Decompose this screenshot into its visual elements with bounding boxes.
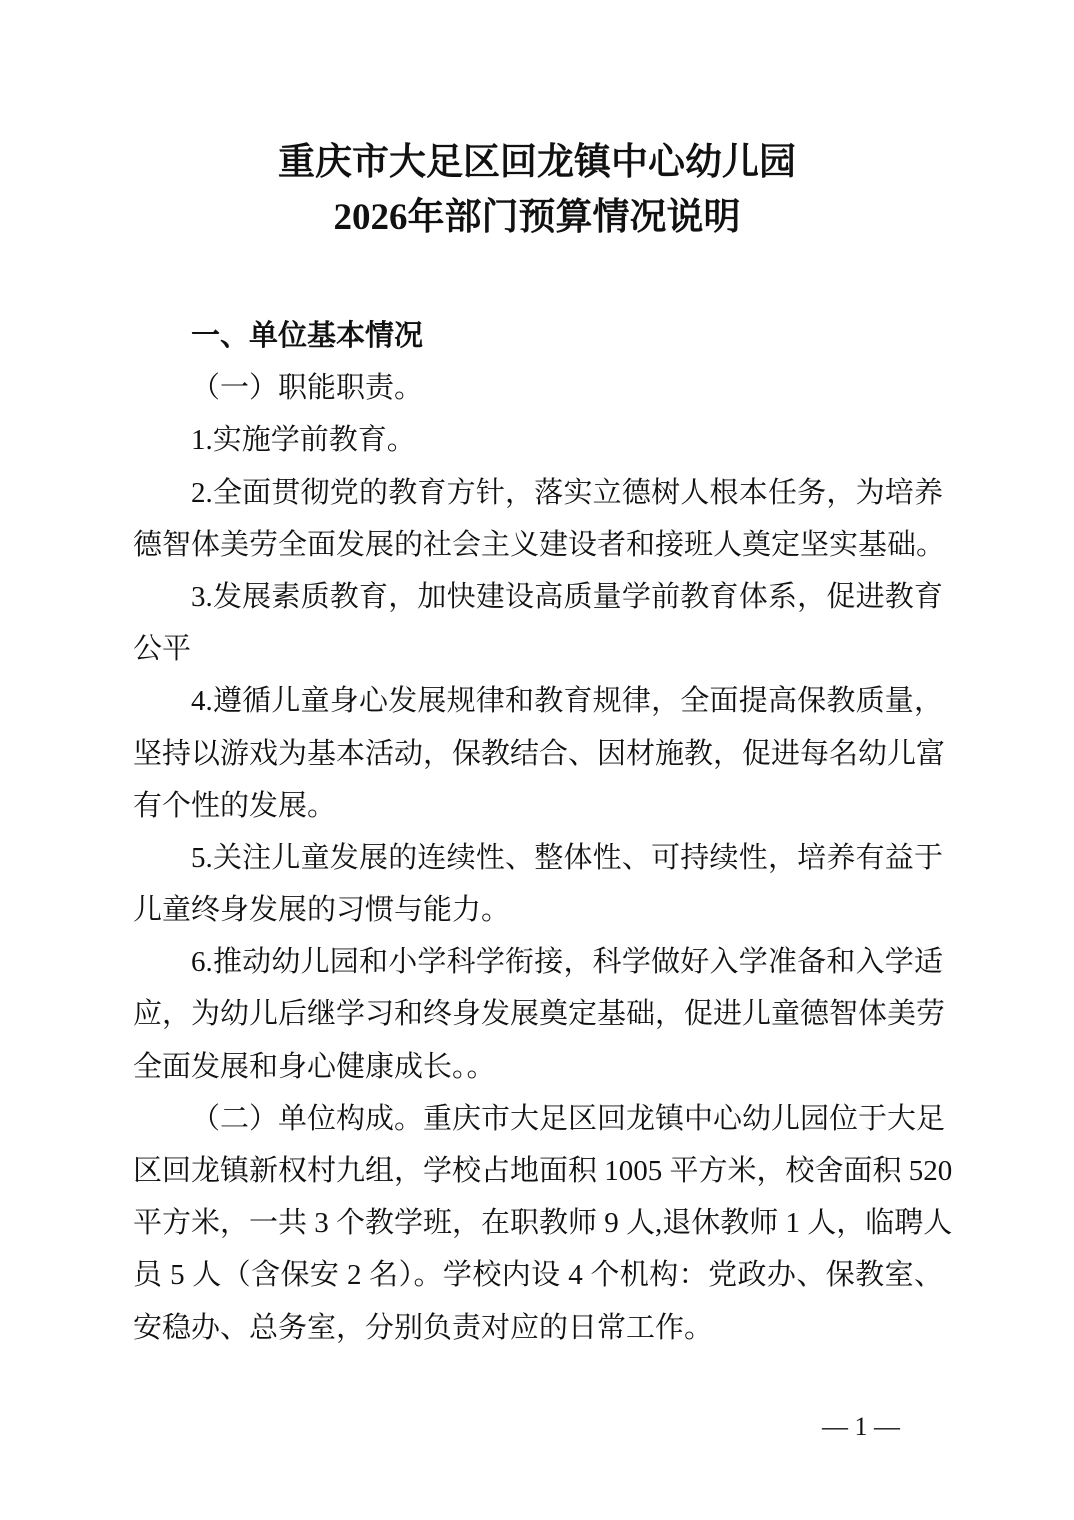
paragraph <box>133 571 943 675</box>
text-line: 坚持以游戏为基本活动，保教结合、因材施教，促进每名幼儿富 <box>133 737 946 770</box>
document-body <box>133 310 953 1354</box>
text-line: 有个性的发展。 <box>133 789 337 822</box>
text-line: 3.发展素质教育，加快建设高质量学前教育体系，促进教育 <box>191 580 943 613</box>
text-line: 应，为幼儿后继学习和终身发展奠定基础，促进儿童德智体美劳 <box>133 998 946 1031</box>
text-line: 区回龙镇新权村九组，学校占地面积 1005 平方米，校舍面积 520 <box>133 1155 953 1187</box>
text-line: 5.关注儿童发展的连续性、整体性、可持续性，培养有益于 <box>191 841 943 874</box>
paragraph <box>133 1093 953 1354</box>
paragraph <box>133 936 946 1093</box>
title-line-1: 重庆市大足区回龙镇中心幼儿园 <box>278 142 796 183</box>
text-line: （二）单位构成。重庆市大足区回龙镇中心幼儿园位于大足 <box>191 1102 946 1135</box>
text-line: 平方米，一共 3 个教学班，在职教师 9 人,退休教师 1 人，临聘人 <box>133 1207 953 1240</box>
text-line: 全面发展和身心健康成长。。 <box>133 1050 496 1083</box>
paragraph <box>133 467 946 571</box>
text-line: 一、单位基本情况 <box>191 320 424 352</box>
section-heading <box>133 310 943 362</box>
text-line: 安稳办、总务室，分别负责对应的日常工作。 <box>133 1311 714 1344</box>
text-line: 6.推动幼儿园和小学科学衔接，科学做好入学准备和入学适 <box>191 946 943 979</box>
text-line: （一）职能职责。 <box>191 372 424 405</box>
text-line: 公平 <box>133 633 192 666</box>
text-line: 4.遵循儿童身心发展规律和教育规律，全面提高保教质量， <box>191 685 943 718</box>
page-number: — 1 — <box>822 1412 900 1441</box>
text-line: 儿童终身发展的习惯与能力。 <box>133 894 511 927</box>
paragraph <box>133 675 946 832</box>
paragraph <box>133 832 943 936</box>
text-line: 1.实施学前教育。 <box>191 424 416 457</box>
paragraph <box>133 362 943 414</box>
text-line: 德智体美劳全面发展的社会主义建设者和接班人奠定坚实基础。 <box>133 528 946 561</box>
document-title <box>0 135 1074 245</box>
text-line: 2.全面贯彻党的教育方针，落实立德树人根本任务，为培养 <box>191 476 943 509</box>
text-line: 员 5 人（含保安 2 名）。学校内设 4 个机构：党政办、保教室、 <box>133 1259 943 1292</box>
paragraph <box>133 414 943 466</box>
title-line-2: 2026年部门预算情况说明 <box>333 197 741 238</box>
